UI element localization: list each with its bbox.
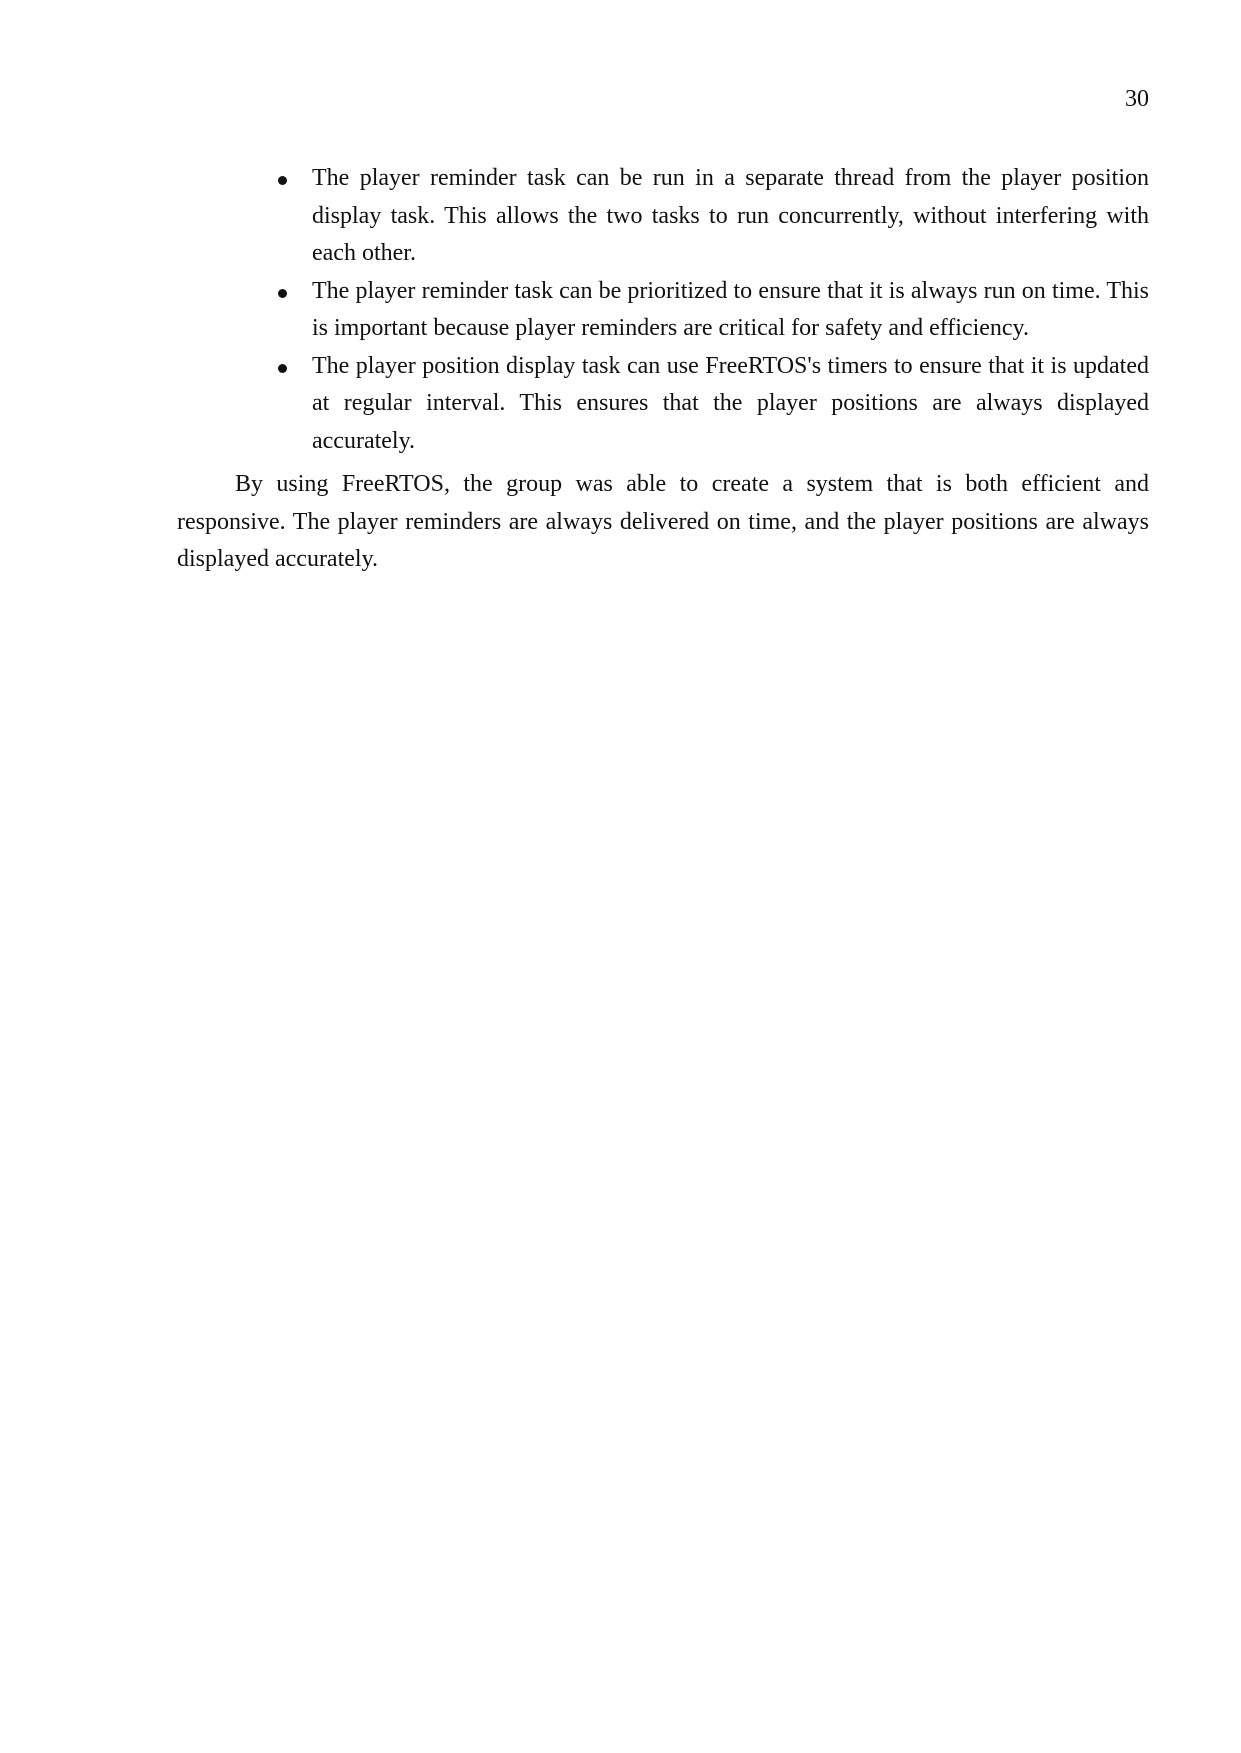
- bullet-item: [177, 273, 1149, 348]
- bullet-item: [177, 348, 1149, 461]
- body-paragraph: By using FreeRTOS, the group was able to create a system that is both efficient and responsive. The player reminders are always delivered on time, and the player positions are always displayed accurately.: [177, 471, 1149, 572]
- bullet-list: [177, 160, 1149, 460]
- bullet-icon: [278, 364, 287, 373]
- bullet-item: [177, 160, 1149, 273]
- bullet-icon: [278, 289, 287, 298]
- bullet-text: The player position display task can use FreeRTOS's timers to ensure that it is updated at regular interval. This ensures that the player positions are always displayed accurately.: [312, 352, 1149, 454]
- bullet-icon: [278, 176, 287, 185]
- bullet-text: The player reminder task can be run in a separate thread from the player position display task. This allows the two tasks to run concurrently, without interfering with each other.: [312, 165, 1149, 266]
- page-content: [177, 160, 1149, 579]
- page-number: 30: [1125, 86, 1149, 112]
- bullet-text: The player reminder task can be prioritized to ensure that it is always run on time. This is important because player reminders are critical for safety and efficiency.: [312, 277, 1149, 341]
